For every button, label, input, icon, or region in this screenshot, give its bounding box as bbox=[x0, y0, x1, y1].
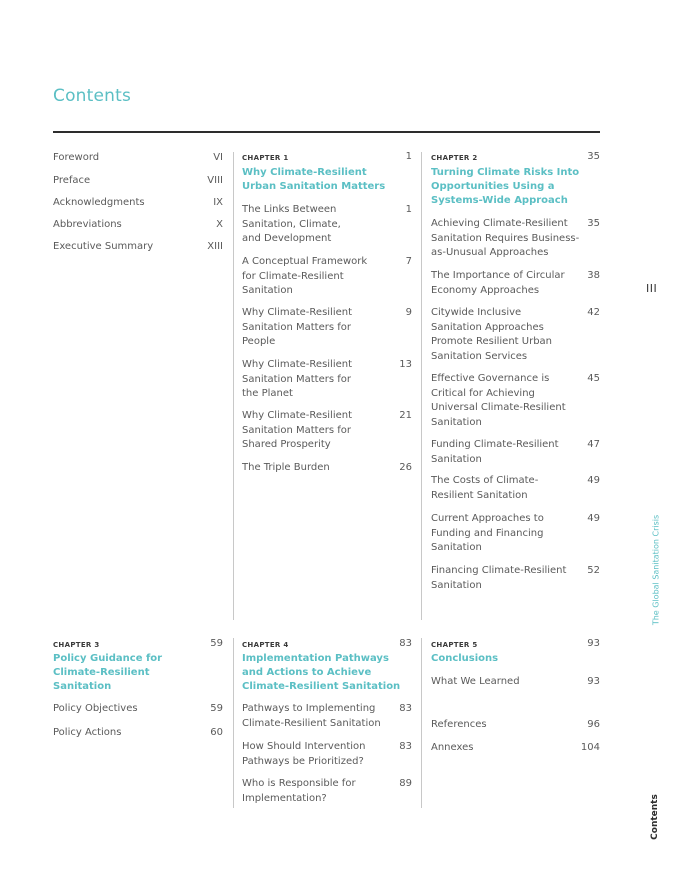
entry-line: Sanitation bbox=[431, 542, 482, 553]
chapter4-column bbox=[242, 638, 412, 808]
entry-line: Resilient Sanitation bbox=[431, 489, 528, 501]
entry-line: The Costs of Climate- bbox=[431, 475, 539, 486]
entry-page: 104 bbox=[580, 742, 600, 753]
toc-entry[interactable] bbox=[242, 255, 412, 299]
title-line: Climate-Resilient bbox=[53, 667, 150, 679]
entry-line: Sanitation Requires Business- bbox=[431, 232, 580, 244]
column-divider bbox=[421, 152, 422, 620]
entry-line: Policy Objectives bbox=[53, 703, 138, 714]
toc-entry[interactable] bbox=[431, 217, 600, 261]
toc-entry[interactable] bbox=[242, 461, 412, 476]
entry-line: People bbox=[242, 336, 276, 347]
entry-page: 9 bbox=[405, 307, 412, 318]
entry-page: X bbox=[216, 219, 223, 230]
toc-entry[interactable] bbox=[431, 306, 600, 364]
page-number: III bbox=[646, 282, 658, 295]
entry-line: Effective Governance is bbox=[431, 373, 550, 384]
entry-line: Pathways to Implementing bbox=[242, 703, 376, 714]
toc-entry[interactable] bbox=[53, 196, 223, 211]
entry-page: 7 bbox=[405, 256, 412, 267]
chapter-page: 83 bbox=[399, 638, 412, 649]
title-line: Policy Guidance for bbox=[53, 653, 163, 664]
toc-entry[interactable] bbox=[242, 777, 412, 806]
entry-line: The Links Between bbox=[242, 204, 337, 215]
title-line: Why Climate-Resilient bbox=[242, 167, 367, 178]
entry-line: Sanitation bbox=[431, 453, 482, 465]
entry-line: Sanitation bbox=[431, 579, 482, 591]
chapter-page: 35 bbox=[587, 151, 600, 162]
toc-entry[interactable] bbox=[431, 372, 600, 430]
entry-line: Funding and Financing bbox=[431, 527, 544, 539]
chapter5-column bbox=[431, 638, 600, 808]
entry-line: Sanitation, Climate, bbox=[242, 218, 341, 230]
toc-entry[interactable] bbox=[431, 438, 600, 467]
toc-entry[interactable] bbox=[242, 702, 412, 731]
entry-line: for Climate-Resilient bbox=[242, 270, 344, 282]
entry-page: 89 bbox=[399, 778, 412, 789]
toc-entry[interactable] bbox=[242, 740, 412, 769]
chapter3-column bbox=[53, 638, 223, 808]
section-running-head: The Global Sanitation Crisis bbox=[651, 514, 661, 626]
entry-line: What We Learned bbox=[431, 676, 520, 687]
toc-entry[interactable] bbox=[53, 702, 223, 717]
chapter-page: 1 bbox=[405, 151, 412, 162]
entry-line: Promote Resilient Urban bbox=[431, 336, 553, 347]
chapter-title[interactable] bbox=[431, 166, 600, 209]
entry-line: A Conceptual Framework bbox=[242, 256, 368, 267]
entry-page: 42 bbox=[587, 307, 600, 318]
toc-entry[interactable] bbox=[242, 409, 412, 453]
entry-page: 35 bbox=[587, 218, 600, 229]
entry-line: Sanitation Matters for bbox=[242, 373, 351, 385]
toc-entry[interactable] bbox=[53, 174, 223, 189]
entry-line: Sanitation Matters for bbox=[242, 321, 351, 333]
entry-line: Sanitation bbox=[431, 416, 482, 428]
title-line: Urban Sanitation Matters bbox=[242, 181, 386, 193]
toc-entry[interactable] bbox=[431, 269, 600, 298]
entry-line: Policy Actions bbox=[53, 727, 122, 738]
entry-line: Sanitation Approaches bbox=[431, 321, 544, 333]
toc-entry[interactable] bbox=[242, 306, 412, 350]
entry-line: Sanitation Matters for bbox=[242, 424, 351, 436]
entry-page: 83 bbox=[399, 703, 412, 714]
entry-line: as-Unusual Approaches bbox=[431, 247, 549, 258]
chapter-title[interactable] bbox=[242, 166, 412, 194]
toc-entry[interactable] bbox=[431, 718, 600, 733]
entry-line: Sanitation bbox=[242, 285, 293, 296]
entry-page: 49 bbox=[587, 513, 600, 524]
entry-page: 38 bbox=[587, 270, 600, 281]
entry-page: 52 bbox=[587, 565, 600, 576]
page-title: Contents bbox=[53, 86, 132, 106]
toc-entry[interactable] bbox=[53, 240, 223, 255]
entry-line: Funding Climate-Resilient bbox=[431, 439, 559, 450]
entry-page: 96 bbox=[587, 719, 600, 730]
entry-line: Citywide Inclusive bbox=[431, 307, 522, 318]
toc-entry[interactable] bbox=[53, 151, 223, 166]
entry-title: Acknowledgments bbox=[53, 197, 145, 208]
toc-entry[interactable] bbox=[431, 564, 600, 593]
title-line: Implementation Pathways bbox=[242, 653, 389, 664]
entry-line: Sanitation Services bbox=[431, 350, 528, 362]
toc-entry[interactable] bbox=[53, 218, 223, 233]
title-line: Conclusions bbox=[431, 653, 499, 664]
entry-line: the Planet bbox=[242, 388, 293, 399]
entry-line: Financing Climate-Resilient bbox=[431, 565, 567, 576]
title-line: and Actions to Achieve bbox=[242, 667, 372, 679]
entry-page: 60 bbox=[210, 727, 223, 738]
entry-page: 49 bbox=[587, 475, 600, 486]
entry-title: Foreword bbox=[53, 152, 100, 163]
toc-entry[interactable] bbox=[431, 474, 600, 503]
title-line: Turning Climate Risks Into bbox=[431, 167, 580, 178]
entry-page: VIII bbox=[207, 175, 223, 186]
chapter-label: CHAPTER 2 bbox=[431, 154, 478, 162]
title-line: Climate-Resilient Sanitation bbox=[242, 681, 401, 693]
entry-title: Abbreviations bbox=[53, 219, 122, 230]
title-rule bbox=[53, 131, 600, 133]
entry-line: Universal Climate-Resilient bbox=[431, 402, 566, 413]
chapter-label: CHAPTER 1 bbox=[242, 154, 289, 162]
entry-line: Achieving Climate-Resilient bbox=[431, 218, 568, 229]
entry-page: VI bbox=[213, 152, 223, 163]
column-divider bbox=[421, 638, 422, 808]
title-line: Systems-Wide Approach bbox=[431, 195, 568, 207]
entry-line: Economy Approaches bbox=[431, 284, 540, 296]
entry-line: Current Approaches to bbox=[431, 513, 544, 524]
entry-page: 47 bbox=[587, 439, 600, 450]
chapter-title[interactable] bbox=[242, 652, 417, 695]
chapter-label: CHAPTER 4 bbox=[242, 641, 289, 649]
toc-entry[interactable] bbox=[431, 741, 600, 756]
toc-entry[interactable] bbox=[431, 512, 600, 556]
chapter-title[interactable] bbox=[53, 652, 223, 695]
entry-line: Why Climate-Resilient bbox=[242, 410, 353, 421]
chapter-title[interactable] bbox=[431, 652, 600, 666]
entry-page: 1 bbox=[405, 204, 412, 215]
entry-line: Why Climate-Resilient bbox=[242, 307, 353, 318]
column-divider bbox=[233, 638, 234, 808]
entry-line: Who is Responsible for bbox=[242, 778, 356, 789]
entry-line: Annexes bbox=[431, 742, 474, 753]
entry-line: Pathways be Prioritized? bbox=[242, 755, 364, 767]
toc-entry[interactable] bbox=[242, 203, 412, 247]
toc-entry[interactable] bbox=[242, 358, 412, 402]
running-head: Contents bbox=[650, 794, 660, 840]
toc-entry[interactable] bbox=[431, 675, 600, 690]
entry-page: IX bbox=[213, 197, 223, 208]
entry-line: How Should Intervention bbox=[242, 741, 366, 752]
entry-line: and Development bbox=[242, 233, 332, 244]
entry-page: 21 bbox=[399, 410, 412, 421]
entry-line: Implementation? bbox=[242, 792, 327, 804]
chapter-page: 59 bbox=[210, 638, 223, 649]
entry-title: Executive Summary bbox=[53, 241, 154, 252]
chapter-page: 93 bbox=[587, 638, 600, 649]
chapter-label: CHAPTER 5 bbox=[431, 641, 478, 649]
entry-page: 13 bbox=[399, 359, 412, 370]
toc-entry[interactable] bbox=[53, 726, 223, 741]
chapter2-column bbox=[431, 151, 600, 621]
entry-line: Critical for Achieving bbox=[431, 387, 535, 399]
entry-line: Climate-Resilient Sanitation bbox=[242, 717, 381, 729]
title-line: Opportunities Using a bbox=[431, 181, 555, 193]
entry-page: 59 bbox=[210, 703, 223, 714]
column-divider bbox=[233, 152, 234, 620]
entry-line: The Triple Burden bbox=[242, 462, 330, 473]
chapter1-column bbox=[242, 151, 412, 621]
entry-line: Why Climate-Resilient bbox=[242, 359, 353, 370]
entry-page: 26 bbox=[399, 462, 412, 473]
title-line: Sanitation bbox=[53, 681, 112, 693]
chapter-label: CHAPTER 3 bbox=[53, 641, 100, 649]
entry-title: Preface bbox=[53, 175, 91, 186]
entry-page: XIII bbox=[207, 241, 223, 252]
entry-line: Shared Prosperity bbox=[242, 439, 331, 450]
entry-page: 83 bbox=[399, 741, 412, 752]
entry-page: 93 bbox=[587, 676, 600, 687]
entry-line: References bbox=[431, 719, 487, 730]
entry-line: The Importance of Circular bbox=[431, 270, 565, 281]
entry-page: 45 bbox=[587, 373, 600, 384]
